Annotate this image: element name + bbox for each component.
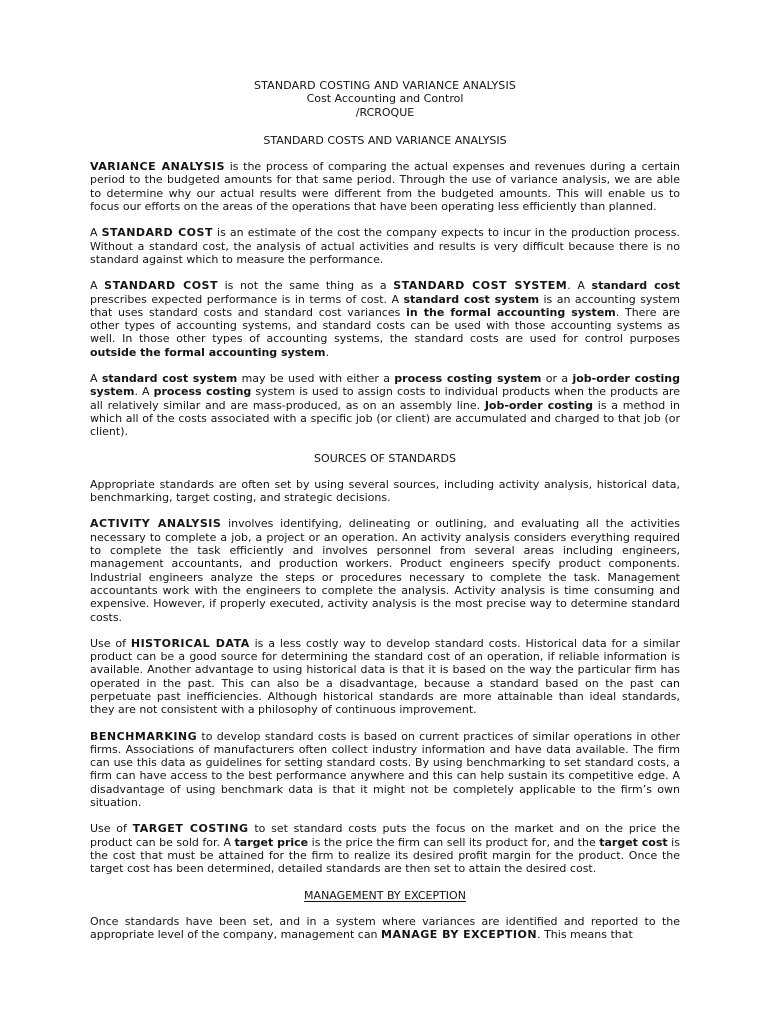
paragraph-text: A [90,372,102,386]
paragraph-text: to set standard costs puts the focus on the market and on the price the product can be sold for. A [90,822,680,849]
term-outside-formal-accounting-system: outside the formal accounting system [90,345,326,359]
paragraph-historical-data [90,637,680,717]
paragraph-text: to develop standard costs is based on current practices of similar operations in other firms. Associations of manufacturers often collect industry information and have data available. The firm can use this data as guidelines for setting standard costs. By using benchmarking to set standard costs, a firm can have access to the best performance anywhere and this can help sustain its competitive edge. A disadvantage of using benchmark data is that it might not be completely applicable to the firm’s own situation. [90,729,680,810]
paragraph-text: . There are other types of accounting systems, and standard costs can be used with those accounting systems as well. In those other types of accounting systems, the standard costs are used for control purposes [90,305,680,346]
term-target-costing: TARGET COSTING [132,822,249,836]
paragraph-text: Once standards have been set, and in a system where variances are identified and reported to the appropriate level of the company, management can [90,914,680,942]
paragraph-variance-analysis [90,160,680,213]
term-standard-cost: standard cost [591,279,680,293]
paragraph-text: is the process of comparing the actual expenses and revenues during a certain period to the budgeted amounts for that same period. Through the use of variance analysis, we are able to determine why our actual results were different from the budgeted amounts. This will enable us to focus our efforts on the areas of the operations that have been operating less efficiently than planned. [90,160,680,214]
term-activity-analysis: ACTIVITY ANALYSIS [90,517,222,531]
paragraph-text: involves identifying, delineating or outlining, and evaluating all the activities necessary to complete a job, a project or an operation. An activity analysis considers everything required to complete the task efficiently and involves personnel from several areas including engineers, management accountants, and production workers. Product engineers specify product components. Industrial engineers analyze the steps or procedures necessary to complete the task. Management accountants work with the engineers to complete the analysis. Activity analysis is time consuming and expensive. However, if properly executed, activity analysis is the most precise way to determine standard costs. [90,517,680,624]
term-standard-cost-system: standard cost system [101,372,238,386]
term-standard-cost-system: STANDARD COST SYSTEM [393,279,568,293]
paragraph-text: Use of [90,636,131,650]
paragraph-text: is a method in which all of the costs associated with a specific job (or client) are accumulated and charged to that job (or client). [90,398,680,439]
paragraph-text: . A [134,385,154,399]
document-title: STANDARD COSTING AND VARIANCE ANALYSIS [254,79,516,92]
paragraph-text: . This means that [537,928,633,942]
paragraph-manage-by-exception [90,915,680,942]
term-process-costing-system: process costing system [394,372,542,386]
paragraph-text: system is used to assign costs to individual products when the products are all relatively similar and are mass-produced, as on an assembly line. [90,385,680,412]
document-author: /RCROQUE [355,105,415,119]
paragraph-text: Use of [90,822,133,836]
paragraph-text: . A [567,279,592,293]
term-process-costing: process costing [153,385,252,399]
term-standard-cost: STANDARD COST [104,279,218,293]
paragraph-text: is an accounting system that uses standard costs and standard cost variances [90,292,680,319]
term-variance-analysis: VARIANCE ANALYSIS [90,160,226,174]
term-target-cost: target cost [599,835,668,849]
paragraph-text: prescribes expected performance is in terms of cost. A [90,292,404,306]
paragraph-text: may be used with either a [237,372,395,386]
term-job-order-costing: Job-order costing [484,398,594,412]
paragraph-text: or a [541,372,573,386]
paragraph-text: is not the same thing as a [217,279,394,293]
term-benchmarking: BENCHMARKING [90,729,198,743]
paragraph-text: is the cost that must be attained for the firm to realize its desired profit margin for the product. Once the target cost has been determined, detailed standards are then set to attain the desired cost. [90,835,680,876]
section-heading-management-by-exception [90,889,680,902]
paragraph-text: is a less costly way to develop standard costs. Historical data for a similar product can be a good source for determining the standard cost of an operation, if reliable information is available. Another advantage to using historical data is that it is based on the way the particular firm has operated in the past. This can also be a disadvantage, because a standard based on the past can perpetuate past inefficiencies. Although historical standards are more attainable than ideal standards, they are not consistent with a philosophy of continuous improvement. [90,636,680,717]
paragraph-text: A [90,279,105,293]
paragraph-text: A [90,226,102,240]
section-heading-sources: SOURCES OF STANDARDS [314,451,456,465]
paragraph-costing-systems [90,372,680,438]
paragraph-benchmarking [90,730,680,810]
paragraph-activity-analysis [90,517,680,623]
term-target-price: target price [234,835,309,849]
term-standard-cost-system: standard cost system [403,292,540,306]
section-heading-standard-costs: STANDARD COSTS AND VARIANCE ANALYSIS [263,133,507,147]
paragraph-text: is an estimate of the cost the company expects to incur in the production process. Without a standard cost, the analysis of actual activities and results is very difficult because there is no standard against which to measure the performance. [90,226,681,266]
paragraph-text: . [325,345,329,359]
document-header [90,79,680,119]
paragraph-text: is the price the firm can sell its product for, and the [308,835,600,849]
document-subtitle: Cost Accounting and Control [306,92,464,106]
term-job-order-costing-system: job-order costing system [90,372,680,399]
term-standard-cost: STANDARD COST [101,226,213,240]
paragraph-standard-cost-system [90,279,680,359]
section-heading-text: MANAGEMENT BY EXCEPTION [304,888,466,902]
paragraph-target-costing [90,822,680,875]
term-formal-accounting-system: in the formal accounting system [406,305,616,319]
term-historical-data: HISTORICAL DATA [130,636,250,650]
paragraph-standard-cost [90,226,680,266]
term-manage-by-exception: MANAGE BY EXCEPTION [381,928,538,942]
paragraph-sources-intro: Appropriate standards are often set by using several sources, including activity analysis, historical data, benchmarking, target costing, and strategic decisions. [90,477,680,505]
